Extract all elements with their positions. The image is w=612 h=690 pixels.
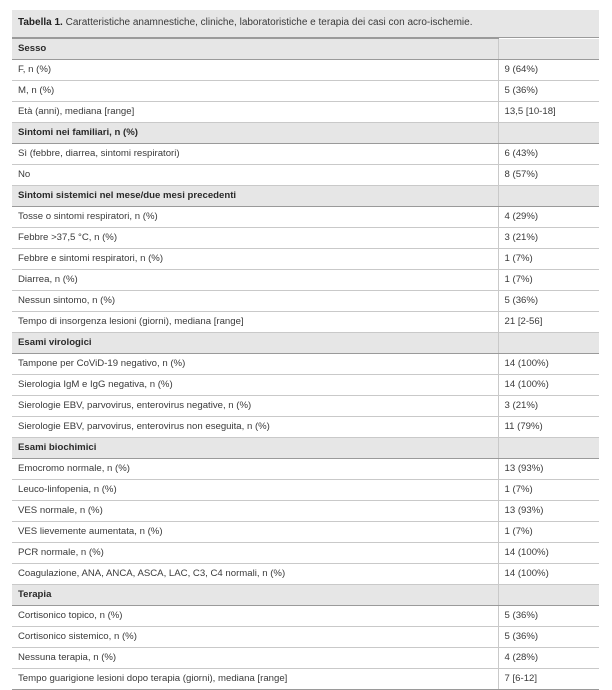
row-value: 4 (28%) — [498, 648, 599, 669]
table-row — [12, 228, 599, 249]
table-container — [12, 10, 599, 690]
section-title: Esami biochimici — [12, 438, 498, 459]
row-value: 9 (64%) — [498, 60, 599, 81]
row-label: Tempo di insorgenza lesioni (giorni), mediana [range] — [12, 312, 498, 333]
section-header-row — [12, 123, 599, 144]
row-label: F, n (%) — [12, 60, 498, 81]
row-value: 21 [2-56] — [498, 312, 599, 333]
table-row — [12, 480, 599, 501]
row-label: Tampone per CoViD-19 negativo, n (%) — [12, 354, 498, 375]
data-table — [12, 38, 599, 690]
section-header-row — [12, 438, 599, 459]
row-label: VES normale, n (%) — [12, 501, 498, 522]
caption-label: Tabella 1. — [18, 17, 63, 28]
row-value: 4 (29%) — [498, 207, 599, 228]
table-row — [12, 102, 599, 123]
table-row — [12, 564, 599, 585]
row-label: Sierologie EBV, parvovirus, enterovirus non eseguita, n (%) — [12, 417, 498, 438]
row-label: VES lievemente aumentata, n (%) — [12, 522, 498, 543]
section-value-cell — [498, 186, 599, 207]
row-label: No — [12, 165, 498, 186]
row-value: 7 [6-12] — [498, 669, 599, 690]
row-value: 1 (7%) — [498, 480, 599, 501]
row-value: 6 (43%) — [498, 144, 599, 165]
table-row — [12, 375, 599, 396]
table-body — [12, 39, 599, 690]
table-row — [12, 627, 599, 648]
row-label: Età (anni), mediana [range] — [12, 102, 498, 123]
table-row — [12, 459, 599, 480]
table-row — [12, 270, 599, 291]
row-label: Sì (febbre, diarrea, sintomi respiratori) — [12, 144, 498, 165]
caption-text: Caratteristiche anamnestiche, cliniche, laboratoristiche e terapia dei casi con acro-ischemie. — [62, 17, 473, 28]
row-value: 3 (21%) — [498, 396, 599, 417]
row-value: 14 (100%) — [498, 564, 599, 585]
row-label: PCR normale, n (%) — [12, 543, 498, 564]
section-header-row — [12, 186, 599, 207]
row-label: Sierologia IgM e IgG negativa, n (%) — [12, 375, 498, 396]
row-label: Diarrea, n (%) — [12, 270, 498, 291]
row-label: Nessun sintomo, n (%) — [12, 291, 498, 312]
table-row — [12, 501, 599, 522]
row-value: 8 (57%) — [498, 165, 599, 186]
row-label: M, n (%) — [12, 81, 498, 102]
row-label: Tempo guarigione lesioni dopo terapia (giorni), mediana [range] — [12, 669, 498, 690]
row-value: 13,5 [10-18] — [498, 102, 599, 123]
row-value: 5 (36%) — [498, 627, 599, 648]
section-title: Sesso — [12, 39, 498, 60]
row-label: Cortisonico topico, n (%) — [12, 606, 498, 627]
row-value: 5 (36%) — [498, 81, 599, 102]
table-row — [12, 543, 599, 564]
row-value: 14 (100%) — [498, 375, 599, 396]
section-title: Sintomi nei familiari, n (%) — [12, 123, 498, 144]
section-value-cell — [498, 438, 599, 459]
section-title: Terapia — [12, 585, 498, 606]
table-row — [12, 417, 599, 438]
table-row — [12, 312, 599, 333]
row-value: 14 (100%) — [498, 543, 599, 564]
row-value: 3 (21%) — [498, 228, 599, 249]
table-row — [12, 165, 599, 186]
section-header-row — [12, 39, 599, 60]
table-row — [12, 207, 599, 228]
section-title: Esami virologici — [12, 333, 498, 354]
table-caption — [12, 10, 599, 38]
row-label: Coagulazione, ANA, ANCA, ASCA, LAC, C3, C4 normali, n (%) — [12, 564, 498, 585]
table-row — [12, 81, 599, 102]
row-label: Tosse o sintomi respiratori, n (%) — [12, 207, 498, 228]
row-value: 13 (93%) — [498, 501, 599, 522]
table-row — [12, 396, 599, 417]
table-row — [12, 648, 599, 669]
row-value: 14 (100%) — [498, 354, 599, 375]
table-row — [12, 144, 599, 165]
row-value: 1 (7%) — [498, 249, 599, 270]
row-label: Febbre e sintomi respiratori, n (%) — [12, 249, 498, 270]
row-value: 1 (7%) — [498, 270, 599, 291]
row-value: 5 (36%) — [498, 606, 599, 627]
table-row — [12, 60, 599, 81]
table-row — [12, 522, 599, 543]
row-label: Cortisonico sistemico, n (%) — [12, 627, 498, 648]
section-value-cell — [498, 333, 599, 354]
table-row — [12, 354, 599, 375]
section-header-row — [12, 585, 599, 606]
section-title: Sintomi sistemici nel mese/due mesi precedenti — [12, 186, 498, 207]
section-header-row — [12, 333, 599, 354]
row-label: Sierologie EBV, parvovirus, enterovirus negative, n (%) — [12, 396, 498, 417]
row-value: 5 (36%) — [498, 291, 599, 312]
table-row — [12, 606, 599, 627]
row-label: Febbre >37,5 °C, n (%) — [12, 228, 498, 249]
table-row — [12, 249, 599, 270]
row-value: 1 (7%) — [498, 522, 599, 543]
row-value: 11 (79%) — [498, 417, 599, 438]
row-label: Emocromo normale, n (%) — [12, 459, 498, 480]
row-label: Leuco-linfopenia, n (%) — [12, 480, 498, 501]
section-value-cell — [498, 39, 599, 60]
row-label: Nessuna terapia, n (%) — [12, 648, 498, 669]
row-value: 13 (93%) — [498, 459, 599, 480]
section-value-cell — [498, 123, 599, 144]
section-value-cell — [498, 585, 599, 606]
table-row — [12, 291, 599, 312]
